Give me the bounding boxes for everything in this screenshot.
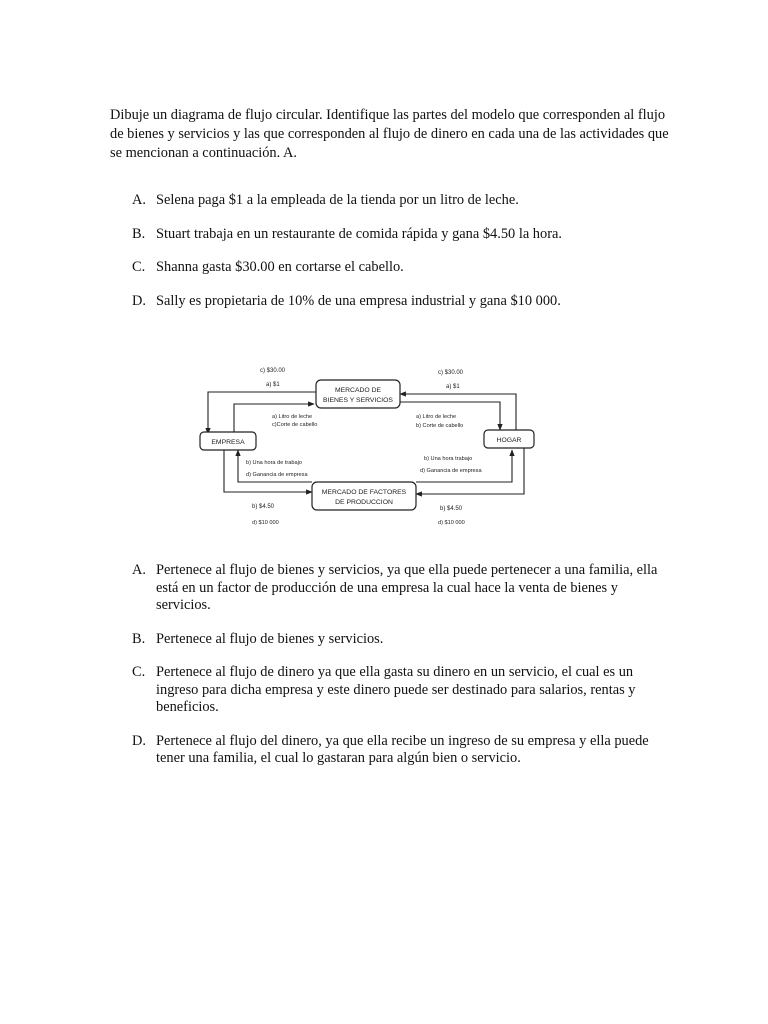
- label-bottom-left-d: d) $10 000: [252, 520, 279, 526]
- circular-flow-diagram: [194, 362, 538, 528]
- label-bottom-right-b: b) $4.50: [440, 506, 463, 512]
- intro-paragraph: Dibuje un diagrama de flujo circular. Identifique las partes del modelo que corresponden al flujo de bienes y servicios y las que corresponden al flujo de dinero en cada una de las actividades que se mencionan a continuación. A.: [110, 107, 669, 161]
- box-mercado-factores-line1: MERCADO DE FACTORES: [321, 489, 407, 496]
- answer-letter: D.: [132, 732, 146, 749]
- label-bottom-left-b: b) $4.50: [252, 504, 275, 510]
- label-inner-left-c: c)Corte de cabello: [272, 422, 318, 428]
- label-top-left-a: a) $1: [266, 382, 280, 388]
- question-item-b: [110, 226, 670, 244]
- answer-item-b: [110, 631, 670, 649]
- question-text: Sally es propietaria de 10% de una empresa industrial y gana $10 000.: [156, 292, 561, 309]
- label-top-left-c: c) $30.00: [260, 368, 286, 374]
- question-text: Stuart trabaja en un restaurante de comida rápida y gana $4.50 la hora.: [156, 225, 562, 242]
- question-item-a: [110, 192, 670, 210]
- answer-item-c: [110, 664, 670, 717]
- answer-text: Pertenece al flujo de bienes y servicios.: [156, 630, 384, 647]
- flow-arrow-bottom-left-outer: [224, 448, 312, 492]
- box-empresa-label: EMPRESA: [211, 439, 245, 446]
- answer-text: Pertenece al flujo de dinero ya que ella gasta su dinero en un servicio, el cual es un ingreso para dicha empresa y este dinero puede ser destinado para salarios, rentas y beneficios.: [156, 664, 636, 715]
- question-letter: A.: [132, 192, 146, 208]
- label-top-right-a: a) $1: [446, 384, 460, 390]
- label-inner-left-a: a) Litro de leche: [272, 414, 313, 420]
- box-mercado-bienes-line1: MERCADO DE: [334, 387, 382, 394]
- answer-letter: A.: [132, 562, 146, 578]
- question-list: [110, 192, 670, 326]
- box-mercado-factores-line2: DE PRODUCCION: [335, 499, 393, 506]
- box-hogar-label: HOGAR: [496, 437, 522, 444]
- answer-item-d: [110, 733, 670, 768]
- question-letter: B.: [132, 225, 146, 242]
- question-text: Shanna gasta $30.00 en cortarse el cabello.: [156, 259, 404, 275]
- label-inner-right-c: b) Corte de cabello: [416, 423, 464, 429]
- answer-item-a: [110, 562, 670, 615]
- answer-letter: C.: [132, 664, 146, 680]
- question-letter: D.: [132, 292, 146, 309]
- label-inner-right-a: a) Litro de leche: [416, 414, 457, 420]
- label-lower-right-b: b) Una hora trabajo: [424, 456, 473, 462]
- flow-arrow-bottom-right-inner: [416, 450, 512, 482]
- question-letter: C.: [132, 259, 146, 275]
- label-lower-right-d: d) Ganancia de empresa: [420, 468, 482, 474]
- label-lower-left-d: d) Ganancia de empresa: [246, 472, 308, 478]
- box-mercado-bienes-line2: BIENES Y SERVICIOS: [323, 397, 393, 404]
- label-bottom-right-d: d) $10 000: [438, 520, 465, 526]
- answer-letter: B.: [132, 630, 146, 647]
- answer-list: [110, 562, 670, 784]
- answer-text: Pertenece al flujo del dinero, ya que ella recibe un ingreso de su empresa y ella puede tener una familia, el cual lo gastaran para algún bien o servicio.: [156, 732, 649, 766]
- question-text: Selena paga $1 a la empleada de la tienda por un litro de leche.: [156, 192, 519, 208]
- answer-text: Pertenece al flujo de bienes y servicios, ya que ella puede pertenecer a una familia, ella está en un factor de producción de una empresa la cual hace la venta de bienes y servicios.: [156, 562, 658, 613]
- question-item-c: [110, 259, 670, 277]
- label-top-right-c: c) $30.00: [438, 370, 464, 376]
- label-lower-left-b: b) Una hora de trabajo: [246, 460, 302, 466]
- question-item-d: [110, 293, 670, 311]
